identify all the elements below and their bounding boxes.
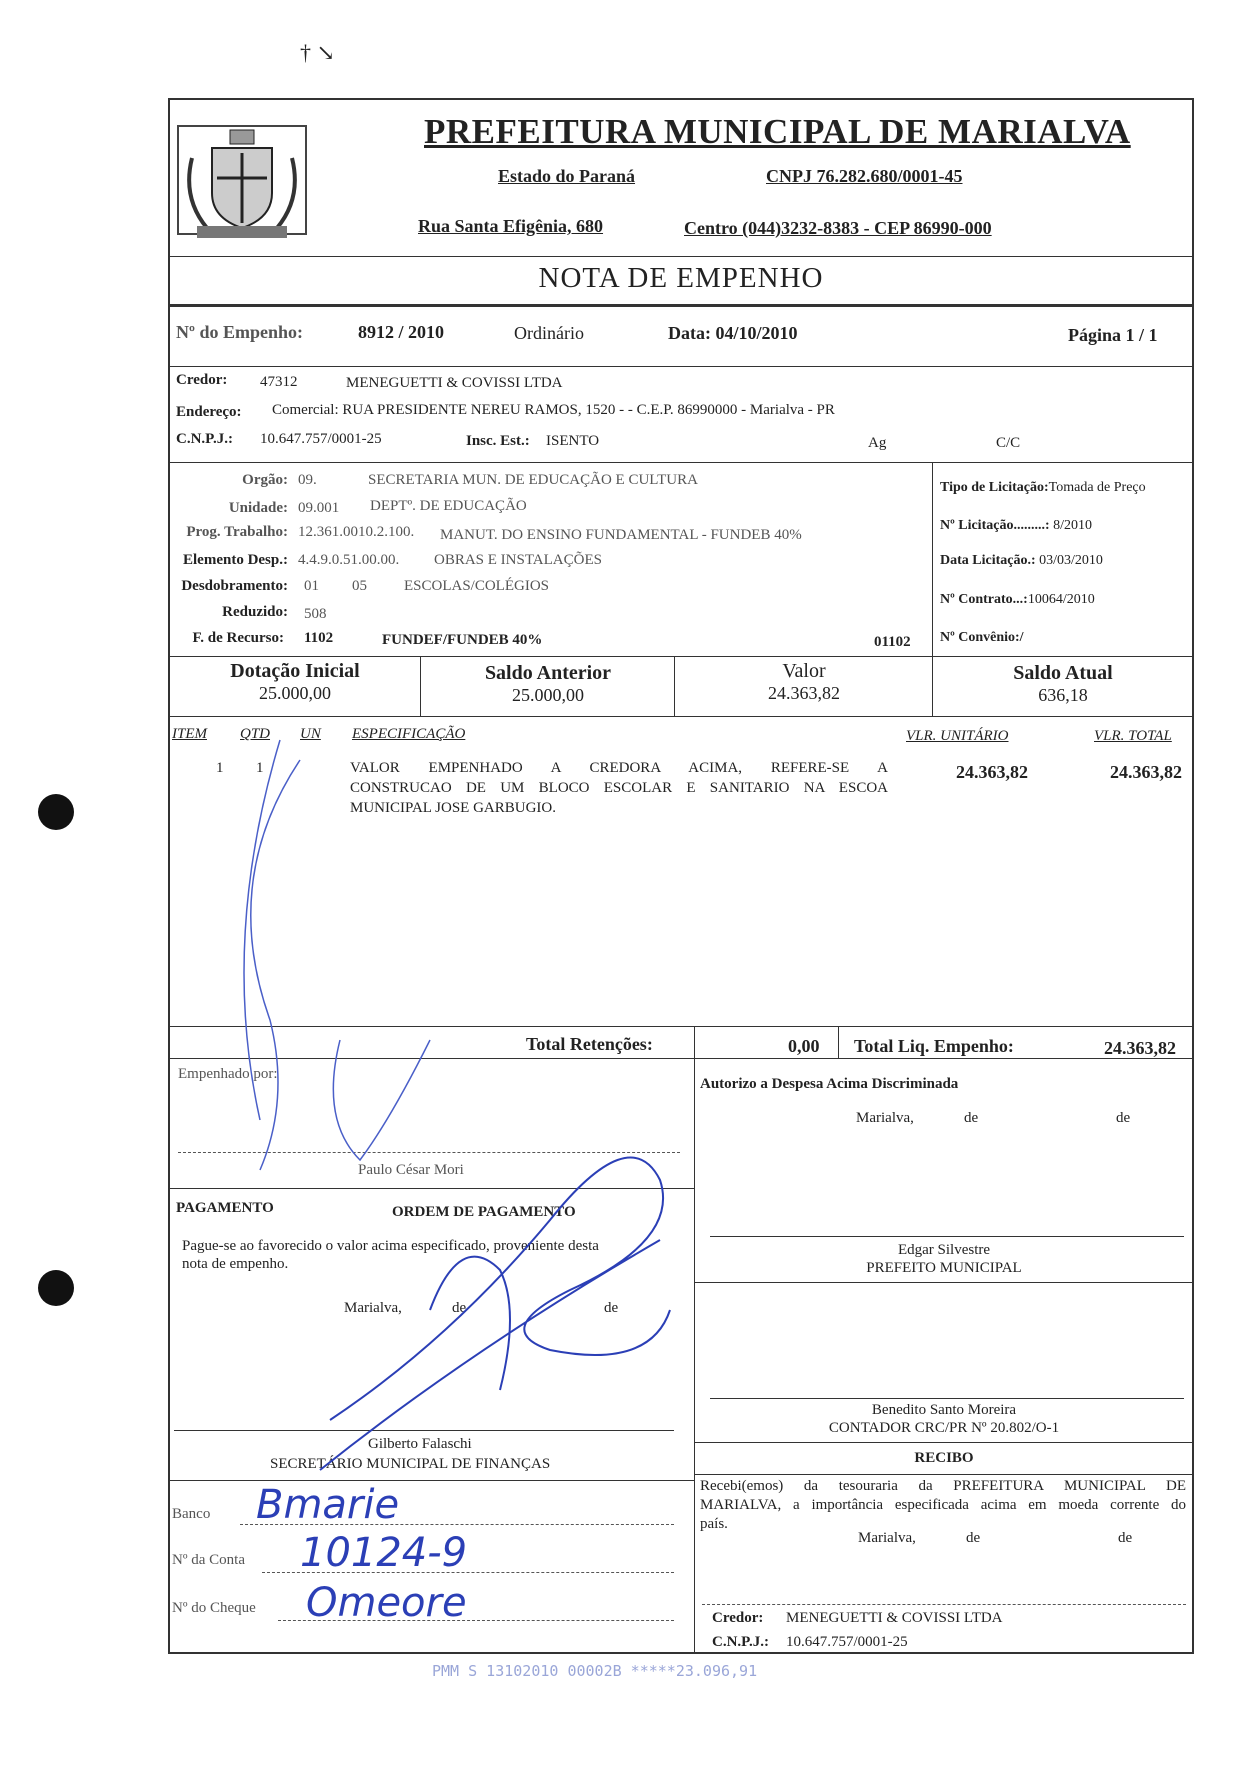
orgao-code: 09.: [298, 472, 317, 488]
secretario-role: SECRETÁRIO MUNICIPAL DE FINANÇAS: [270, 1456, 551, 1472]
recibo-text2: MARIALVA, a importância especificada acima em moeda corrente do: [700, 1497, 1186, 1513]
empenho-page: Página 1 / 1: [1068, 325, 1158, 345]
recibo-de2: de: [1118, 1530, 1133, 1546]
credor-code: 47312: [260, 374, 298, 390]
address-label: Endereço:: [176, 404, 242, 420]
recurso-number: 01102: [874, 634, 911, 650]
retencoes-value: 0,00: [788, 1036, 820, 1056]
orgao-label: Orgão:: [242, 472, 288, 488]
item-spec-line1: VALOR EMPENHADO A CREDORA ACIMA, REFERE-SE A: [350, 760, 888, 776]
dotacao-inicial-value: 25.000,00: [259, 683, 331, 703]
desdob-code1: 01: [304, 578, 319, 594]
empenhado-label: Empenhado por:: [178, 1066, 278, 1082]
data-licitacao-value: 03/03/2010: [1039, 553, 1103, 568]
empenhado-name: Paulo César Mori: [358, 1162, 464, 1178]
saldo-anterior-label: Saldo Anterior: [484, 662, 612, 684]
address-street: Rua Santa Efigênia, 680: [418, 216, 604, 236]
num-licitacao-value: 8/2010: [1053, 518, 1092, 533]
item-spec-line3: MUNICIPAL JOSE GARBUGIO.: [350, 800, 556, 816]
address-contact: Centro (044)3232-8383 - CEP 86990-000: [684, 218, 992, 238]
orgao-name: SECRETARIA MUN. DE EDUCAÇÃO E CULTURA: [368, 472, 698, 488]
tipo-licitacao-label-text: Tipo de Licitação:: [940, 480, 1049, 495]
desdob-name: ESCOLAS/COLÉGIOS: [404, 578, 550, 594]
recibo-de1: de: [966, 1530, 981, 1546]
col-un: UN: [300, 726, 321, 742]
recurso-code: 1102: [304, 630, 334, 646]
empenho-date: Data: 04/10/2010: [668, 323, 798, 343]
liquido-value: 24.363,82: [1104, 1038, 1176, 1058]
recibo-label: RECIBO: [914, 1450, 974, 1466]
empenho-number: 8912 / 2010: [358, 322, 445, 342]
saldo-anterior-value: 25.000,00: [512, 685, 584, 705]
pagamento-text2: nota de empenho.: [182, 1256, 289, 1272]
contador-role: CONTADOR CRC/PR Nº 20.802/O-1: [828, 1420, 1060, 1436]
desdob-label: Desdobramento:: [181, 578, 288, 594]
insc-label: Insc. Est.:: [466, 433, 530, 449]
liquido-label: Total Liq. Empenho:: [854, 1036, 1014, 1056]
item-vlr-unit: 24.363,82: [956, 762, 1028, 782]
handwritten-banco: Bmarie: [256, 1482, 400, 1528]
reduzido-label: Reduzido:: [222, 604, 288, 620]
recibo-credor: MENEGUETTI & COVISSI LTDA: [786, 1610, 1003, 1626]
col-item: ITEM: [172, 726, 207, 742]
ordem-label: ORDEM DE PAGAMENTO: [392, 1204, 576, 1220]
recibo-cnpj-label: C.N.P.J.:: [712, 1634, 769, 1650]
credor-label: Credor:: [176, 372, 228, 388]
tipo-licitacao-value: Tomada de Preço: [1048, 480, 1146, 495]
col-qtd: QTD: [240, 726, 271, 742]
secretario-name: Gilberto Falaschi: [368, 1436, 472, 1452]
pagamento-de1: de: [452, 1300, 467, 1316]
elemento-label: Elemento Desp.:: [183, 552, 288, 568]
handwritten-cheque: Omeore: [306, 1580, 467, 1626]
credor-cnpj-label: C.N.P.J.:: [176, 431, 233, 447]
item-vlr-total: 24.363,82: [1110, 762, 1182, 782]
recibo-text3: país.: [700, 1516, 728, 1532]
valor-value: 24.363,82: [768, 683, 840, 703]
insc-value: ISENTO: [546, 433, 600, 449]
autorizo-label: Autorizo a Despesa Acima Discriminada: [700, 1076, 959, 1092]
saldo-atual-label: Saldo Atual: [1013, 662, 1113, 684]
dotacao-inicial-label: Dotação Inicial: [230, 660, 360, 682]
recurso-name: FUNDEF/FUNDEB 40%: [382, 632, 543, 648]
pagamento-label: PAGAMENTO: [176, 1200, 274, 1216]
credor-name: MENEGUETTI & COVISSI LTDA: [346, 375, 563, 391]
reduzido-value: 508: [304, 606, 327, 622]
item-number: 1: [216, 760, 224, 776]
convenio-label: Nº Convênio:/: [940, 630, 1024, 645]
elemento-name: OBRAS E INSTALAÇÕES: [434, 552, 602, 568]
unidade-name: DEPTº. DE EDUCAÇÃO: [370, 498, 527, 514]
credor-address: Comercial: RUA PRESIDENTE NEREU RAMOS, 1520 - - C.E.P. 86990000 - Marialva - PR: [272, 402, 835, 418]
bottom-stamp: PMM S 13102010 00002B *****23.096,91: [432, 1662, 758, 1680]
contador-name: Benedito Santo Moreira: [871, 1402, 1017, 1418]
recibo-credor-label: Credor:: [712, 1610, 764, 1626]
state-label: Estado do Paraná: [498, 166, 636, 186]
col-vlr-unit: VLR. UNITÁRIO: [906, 728, 1009, 744]
prog-name: MANUT. DO ENSINO FUNDAMENTAL - FUNDEB 40%: [440, 527, 802, 543]
recurso-label: F. de Recurso:: [192, 630, 284, 646]
contrato-label: Nº Contrato...:: [940, 592, 1028, 607]
cc-label: C/C: [996, 435, 1021, 451]
data-licitacao-label: Data Licitação.:: [940, 553, 1036, 568]
prog-label: Prog. Trabalho:: [186, 524, 288, 540]
valor-label: Valor: [782, 660, 826, 682]
empenho-label: Nº do Empenho:: [176, 322, 303, 342]
prog-code: 12.361.0010.2.100.: [298, 524, 415, 540]
col-vlr-total: VLR. TOTAL: [1094, 728, 1172, 744]
cnpj-header: CNPJ 76.282.680/0001-45: [766, 166, 963, 186]
num-licitacao-label: Nº Licitação.........:: [940, 518, 1050, 533]
unidade-label: Unidade:: [228, 500, 288, 516]
recibo-place: Marialva,: [858, 1530, 916, 1546]
doc-title: NOTA DE EMPENHO: [538, 262, 824, 294]
autorizo-place: Marialva,: [856, 1110, 914, 1126]
contrato-value: 10064/2010: [1027, 592, 1095, 607]
prefeito-role: PREFEITO MUNICIPAL: [866, 1260, 1022, 1276]
banco-label: Banco: [172, 1506, 211, 1522]
prefeitura-title: PREFEITURA MUNICIPAL DE MARIALVA: [424, 112, 1131, 151]
item-qtd: 1: [256, 760, 264, 776]
retencoes-label: Total Retenções:: [526, 1034, 653, 1054]
recibo-cnpj: 10.647.757/0001-25: [786, 1634, 908, 1650]
item-spec-line2: CONSTRUCAO DE UM BLOCO ESCOLAR E SANITARIO NA ESCOA: [350, 780, 888, 796]
top-scribble-mark: † ↘: [300, 40, 335, 65]
empenho-type: Ordinário: [514, 323, 584, 343]
pagamento-text1: Pague-se ao favorecido o valor acima especificado, proveniente desta: [182, 1238, 599, 1254]
desdob-code2: 05: [352, 578, 367, 594]
unidade-code: 09.001: [298, 500, 340, 516]
credor-cnpj: 10.647.757/0001-25: [260, 431, 382, 447]
cheque-label: Nº do Cheque: [172, 1600, 256, 1616]
pagamento-de2: de: [604, 1300, 619, 1316]
handwritten-conta: 10124-9: [300, 1530, 468, 1576]
pagamento-place: Marialva,: [344, 1300, 402, 1316]
autorizo-de1: de: [964, 1110, 979, 1126]
autorizo-de2: de: [1116, 1110, 1131, 1126]
recibo-text1: Recebi(emos) da tesouraria da PREFEITURA MUNICIPAL DE: [700, 1478, 1186, 1494]
prefeito-name: Edgar Silvestre: [897, 1242, 991, 1258]
conta-label: Nº da Conta: [172, 1552, 245, 1568]
col-espec: ESPECIFICAÇÃO: [352, 726, 466, 742]
elemento-code: 4.4.9.0.51.00.00.: [298, 552, 400, 568]
saldo-atual-value: 636,18: [1038, 685, 1088, 705]
ag-label: Ag: [868, 435, 887, 451]
